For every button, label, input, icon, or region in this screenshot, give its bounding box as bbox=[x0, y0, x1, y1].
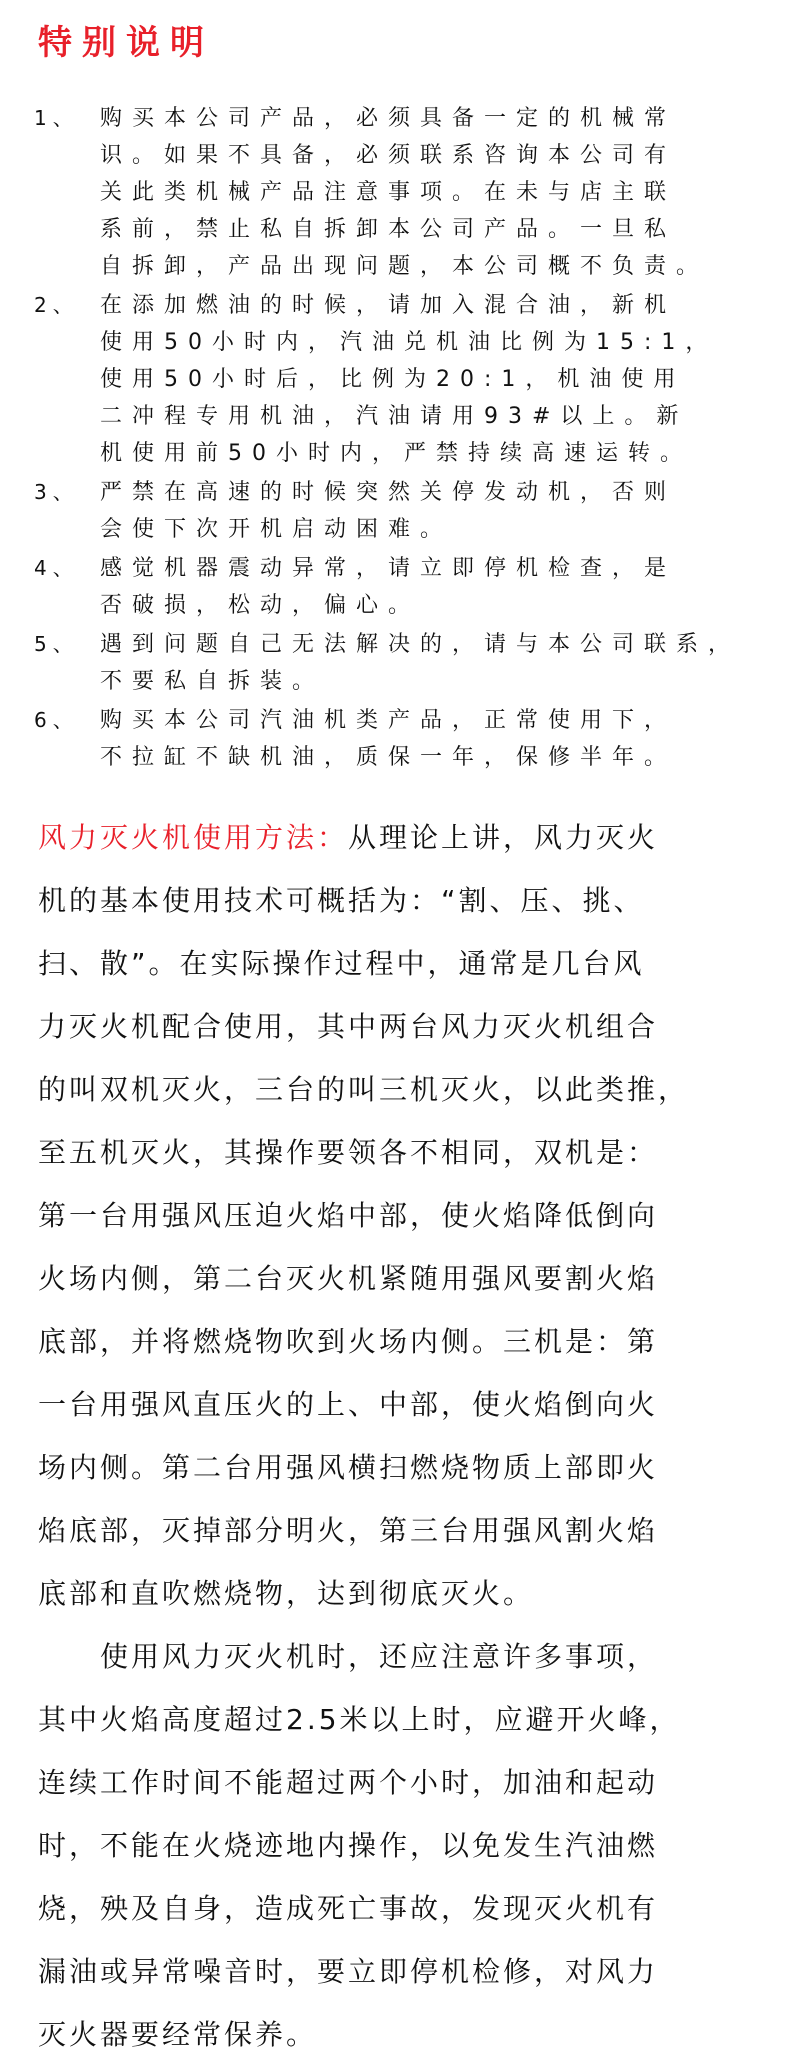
method-line: 力灭火机配合使用，其中两台风力灭火机组合 bbox=[38, 1010, 659, 1043]
note-line: 会使下次开机启动困难。 bbox=[100, 517, 453, 542]
note-line: 系前，禁止私自拆卸本公司产品。一旦私 bbox=[100, 217, 677, 242]
method-line: 火场内侧，第二台灭火机紧随用强风要割火焰 bbox=[38, 1262, 659, 1295]
note-line: 自拆卸，产品出现问题，本公司概不负责。 bbox=[100, 254, 709, 279]
method-line: 漏油或异常噪音时，要立即停机检修，对风力 bbox=[38, 1955, 659, 1988]
note-line: 在添加燃油的时候，请加入混合油，新机 bbox=[100, 293, 677, 318]
method-line: 连续工作时间不能超过两个小时，加油和起动 bbox=[38, 1766, 659, 1799]
usage-method-section bbox=[38, 806, 762, 2066]
method-line: 场内侧。第二台用强风横扫燃烧物质上部即火 bbox=[38, 1451, 659, 1484]
note-number: 6、 bbox=[34, 708, 79, 732]
note-line: 购买本公司产品，必须具备一定的机械常 bbox=[100, 106, 677, 131]
note-number: 5、 bbox=[34, 632, 79, 656]
note-item-3 bbox=[34, 474, 764, 548]
note-number: 2、 bbox=[34, 293, 79, 317]
note-item-6 bbox=[34, 702, 764, 776]
note-line: 使用50小时内，汽油兑机油比例为15:1， bbox=[100, 330, 718, 355]
method-line: 扫、散”。在实际操作过程中，通常是几台风 bbox=[38, 947, 645, 980]
method-line: 时，不能在火烧迹地内操作，以免发生汽油燃 bbox=[38, 1829, 659, 1862]
note-line: 不要私自拆装。 bbox=[100, 669, 325, 694]
note-item-4 bbox=[34, 550, 764, 624]
method-line: 底部，并将燃烧物吹到火场内侧。三机是：第 bbox=[38, 1325, 659, 1358]
method-first-line bbox=[38, 806, 762, 869]
note-line: 二冲程专用机油，汽油请用93#以上。新 bbox=[100, 404, 689, 429]
note-item-2 bbox=[34, 287, 764, 472]
method-line: 灭火器要经常保养。 bbox=[38, 2018, 318, 2051]
note-line: 感觉机器震动异常，请立即停机检查，是 bbox=[100, 556, 677, 581]
method-line: 焰底部，灭掉部分明火，第三台用强风割火焰 bbox=[38, 1514, 659, 1547]
method-text: 从理论上讲，风力灭火 bbox=[348, 821, 659, 854]
note-number: 1、 bbox=[34, 106, 79, 130]
note-item-1 bbox=[34, 100, 764, 285]
method-line: 底部和直吹燃烧物，达到彻底灭火。 bbox=[38, 1577, 535, 1610]
note-item-5 bbox=[34, 626, 764, 700]
method-line: 机的基本使用技术可概括为：“割、压、挑、 bbox=[38, 884, 645, 917]
note-number: 3、 bbox=[34, 480, 79, 504]
note-line: 不拉缸不缺机油，质保一年，保修半年。 bbox=[100, 745, 677, 770]
method-line: 使用风力灭火机时，还应注意许多事项， bbox=[38, 1640, 659, 1673]
page-title: 特别说明 bbox=[38, 23, 214, 63]
method-line: 烧，殃及自身，造成死亡事故，发现灭火机有 bbox=[38, 1892, 659, 1925]
method-line: 其中火焰高度超过2.5米以上时，应避开火峰， bbox=[38, 1703, 681, 1736]
method-heading: 风力灭火机使用方法： bbox=[38, 821, 349, 854]
note-line: 遇到问题自己无法解决的，请与本公司联系， bbox=[100, 632, 741, 657]
note-line: 机使用前50小时内，严禁持续高速运转。 bbox=[100, 441, 692, 466]
note-line: 否破损，松动，偏心。 bbox=[100, 593, 421, 618]
note-number: 4、 bbox=[34, 556, 79, 580]
note-line: 购买本公司汽油机类产品，正常使用下， bbox=[100, 708, 677, 733]
method-line: 第一台用强风压迫火焰中部，使火焰降低倒向 bbox=[38, 1199, 659, 1232]
special-notes-list bbox=[34, 100, 764, 776]
note-line: 使用50小时后，比例为20:1，机油使用 bbox=[100, 367, 686, 392]
method-line: 一台用强风直压火的上、中部，使火焰倒向火 bbox=[38, 1388, 659, 1421]
note-line: 严禁在高速的时候突然关停发动机，否则 bbox=[100, 480, 677, 505]
note-line: 关此类机械产品注意事项。在未与店主联 bbox=[100, 180, 677, 205]
note-line: 识。如果不具备，必须联系咨询本公司有 bbox=[100, 143, 677, 168]
method-line: 至五机灭火，其操作要领各不相同，双机是： bbox=[38, 1136, 659, 1169]
method-line: 的叫双机灭火，三台的叫三机灭火，以此类推， bbox=[38, 1073, 690, 1106]
